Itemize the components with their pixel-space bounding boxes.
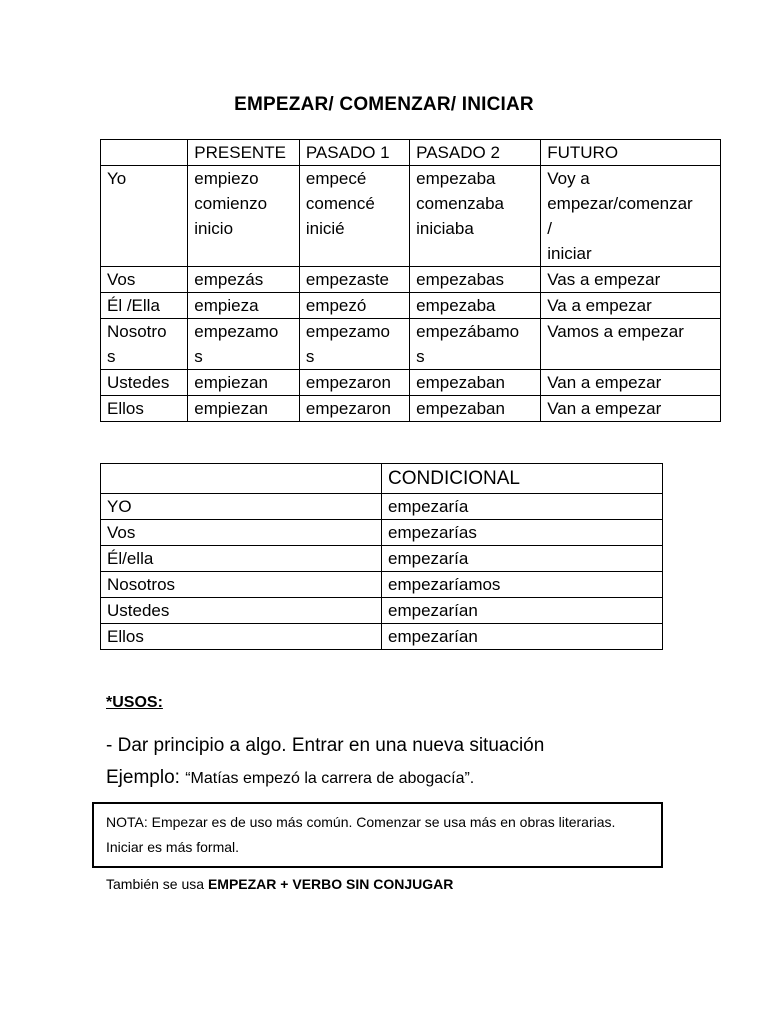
- table-cell: Van a empezar: [541, 396, 721, 422]
- table-row: [101, 370, 721, 396]
- table-row: [101, 267, 721, 293]
- table-cell: empezaría: [382, 546, 663, 572]
- table-cell: empieza: [188, 293, 300, 319]
- table-cell: empezabas: [410, 267, 541, 293]
- table-cell: empezaríamos: [382, 572, 663, 598]
- table-header-cell: PASADO 1: [299, 140, 409, 166]
- also-used-prefix: También se usa: [106, 876, 208, 892]
- table-header-cell: FUTURO: [541, 140, 721, 166]
- example-line: [106, 767, 474, 789]
- table-cell: Yo: [101, 166, 188, 267]
- table-cell: Él /Ella: [101, 293, 188, 319]
- table-cell: YO: [101, 494, 382, 520]
- table-cell: Vamos a empezar: [541, 319, 721, 370]
- table-cell: empiezan: [188, 370, 300, 396]
- example-quote: “Matías empezó la carrera de abogacía”.: [185, 770, 475, 787]
- table-cell: empezábamo s: [410, 319, 541, 370]
- also-used-formula: EMPEZAR + VERBO SIN CONJUGAR: [207, 876, 454, 892]
- table-row: [101, 546, 663, 572]
- table-header-row: [101, 140, 721, 166]
- table-row: [101, 494, 663, 520]
- table-cell: Van a empezar: [541, 370, 721, 396]
- table-cell: Él/ella: [101, 546, 382, 572]
- table-cell: empezarías: [382, 520, 663, 546]
- table-cell: empezamo s: [188, 319, 300, 370]
- table-cell: empecé comencé inicié: [299, 166, 409, 267]
- conditional-table: [100, 463, 663, 650]
- table-cell: Va a empezar: [541, 293, 721, 319]
- table-header-cell: PRESENTE: [188, 140, 300, 166]
- table-row: [101, 319, 721, 370]
- table-cell: empezamo s: [299, 319, 409, 370]
- table-cell: Ustedes: [101, 370, 188, 396]
- table-cell: Nosotro s: [101, 319, 188, 370]
- table-cell: empezaba: [410, 293, 541, 319]
- table-header-cell: CONDICIONAL: [382, 464, 663, 494]
- table-cell: Ustedes: [101, 598, 382, 624]
- table-cell: Nosotros: [101, 572, 382, 598]
- table-cell: Ellos: [101, 396, 188, 422]
- table-cell: Vos: [101, 520, 382, 546]
- table-header-row: [101, 464, 663, 494]
- table-row: [101, 166, 721, 267]
- table-cell: empezaste: [299, 267, 409, 293]
- example-label: Ejemplo:: [106, 767, 180, 788]
- note-box: NOTA: Empezar es de uso más común. Comenzar se usa más en obras literarias. Iniciar es más formal.: [92, 802, 663, 868]
- table-cell: empezaban: [410, 370, 541, 396]
- table-cell: empezaban: [410, 396, 541, 422]
- table-row: [101, 396, 721, 422]
- page-title: EMPEZAR/ COMENZAR/ INICIAR: [234, 94, 534, 115]
- table-cell: empiezan: [188, 396, 300, 422]
- table-cell: empezaría: [382, 494, 663, 520]
- table-header-cell: [101, 140, 188, 166]
- table-row: [101, 624, 663, 650]
- table-cell: Vas a empezar: [541, 267, 721, 293]
- table-row: [101, 520, 663, 546]
- table-header-cell: [101, 464, 382, 494]
- table-cell: empezó: [299, 293, 409, 319]
- table-cell: empezaron: [299, 396, 409, 422]
- usos-heading: *USOS:: [106, 694, 163, 711]
- table-cell: empezás: [188, 267, 300, 293]
- table-row: [101, 598, 663, 624]
- table-cell: Voy a empezar/comenzar / iniciar: [541, 166, 721, 267]
- table-cell: Vos: [101, 267, 188, 293]
- table-cell: empezaba comenzaba iniciaba: [410, 166, 541, 267]
- table-cell: empezarían: [382, 624, 663, 650]
- uso-definition: - Dar principio a algo. Entrar en una nueva situación: [106, 735, 545, 756]
- conjugation-table: [100, 139, 721, 422]
- table-cell: empezarían: [382, 598, 663, 624]
- table-cell: empiezo comienzo inicio: [188, 166, 300, 267]
- table-header-cell: PASADO 2: [410, 140, 541, 166]
- table-cell: empezaron: [299, 370, 409, 396]
- also-used-line: [106, 876, 453, 892]
- table-row: [101, 572, 663, 598]
- table-cell: Ellos: [101, 624, 382, 650]
- table-row: [101, 293, 721, 319]
